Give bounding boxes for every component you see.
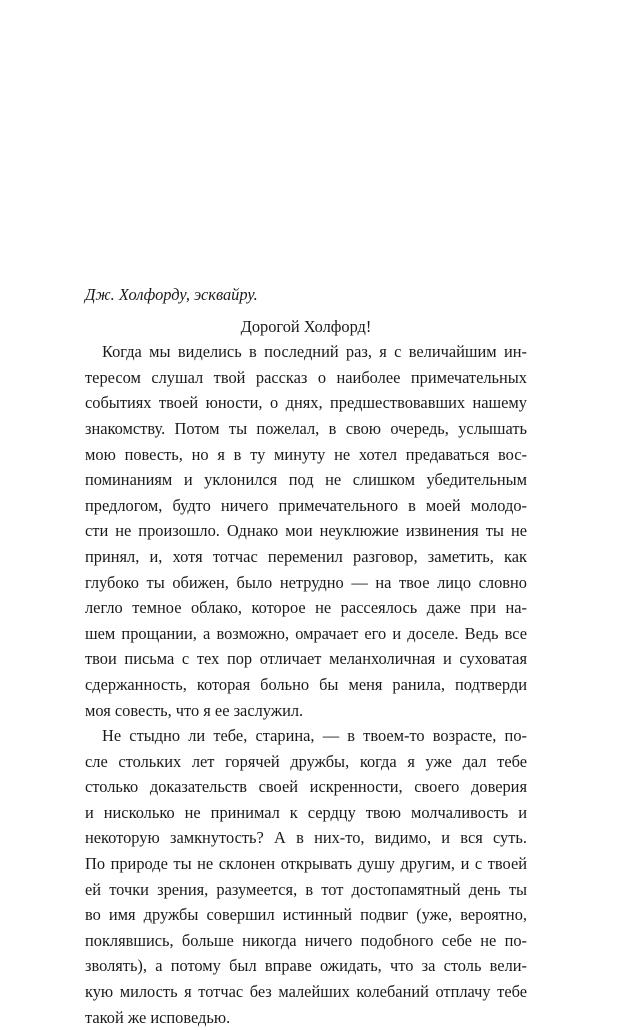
text-line: поминаниям и уклонился под не слишком убедительным [85, 470, 527, 490]
text-line: столько доказательств своей искренности, своего доверия [85, 777, 527, 797]
text-line: мою повесть, но я в ту минуту не хотел предаваться вос- [85, 444, 527, 464]
text-line: во имя дружбы совершил истинный подвиг (уже, вероятно, [85, 905, 527, 925]
letter-text [85, 282, 527, 1030]
text-line: Когда мы виделись в последний раз, я с величайшим ин- [102, 342, 527, 362]
text-line: ей точки зрения, разумеется, в тот достопамятный день ты [85, 879, 527, 899]
text-line: кую милость я тотчас без малейших колебаний отплачу тебе [85, 982, 527, 1002]
text-line: По природе ты не склонен открывать душу другим, и с твоей [85, 854, 527, 874]
text-line: поклявшись, больше никогда ничего подобного себе не по- [85, 930, 527, 950]
letter-body [85, 339, 527, 1030]
text-line: сле стольких лет горячей дружбы, когда я уже дал тебе [85, 751, 527, 771]
text-line: легло темное облако, которое не рассеялось даже при на- [85, 598, 527, 618]
text-line: событиях твоей юности, о днях, предшествовавших нашему [85, 393, 527, 413]
paragraph [85, 723, 527, 1030]
text-line: и нисколько не принимал к сердцу твою молчаливость и [85, 802, 527, 822]
text-line: предлогом, будто ничего примечательного в моей молодо- [85, 495, 527, 515]
paragraph [85, 339, 527, 723]
text-line: шем прощании, а возможно, омрачает его и доселе. Ведь все [85, 623, 527, 643]
text-line: моя совесть, что я ее заслужил. [85, 700, 304, 720]
dedication-line: Дж. Холфорду, эсквайру. [85, 285, 258, 304]
text-line: сти не произошло. Однако мои неуклюжие извинения ты не [85, 521, 527, 541]
text-line: знакомству. Потом ты пожелал, в свою очередь, услышать [85, 418, 527, 438]
text-line: глубоко ты обижен, было нетрудно — на твое лицо словно [85, 572, 527, 592]
text-line: зволять), а потому был вправе ожидать, что за столь вели- [85, 956, 527, 976]
text-line: некоторую замкнутость? А в них-то, видимо, и вся суть. [85, 828, 527, 848]
text-line: тересом слушал твой рассказ о наиболее примечательных [85, 367, 527, 387]
text-line: Не стыдно ли тебе, старина, — в твоем-то возрасте, по- [102, 726, 527, 746]
text-line: твои письма с тех пор отличает меланхоличная и суховатая [85, 649, 527, 669]
text-line: принял, и, хотя тотчас переменил разговор, заметить, как [85, 546, 527, 566]
salutation-line: Дорогой Холфорд! [240, 316, 372, 336]
text-line: такой же исповедью. [85, 1007, 231, 1027]
text-line: сдержанность, которая больно бы меня ранила, подтверди [85, 674, 527, 694]
